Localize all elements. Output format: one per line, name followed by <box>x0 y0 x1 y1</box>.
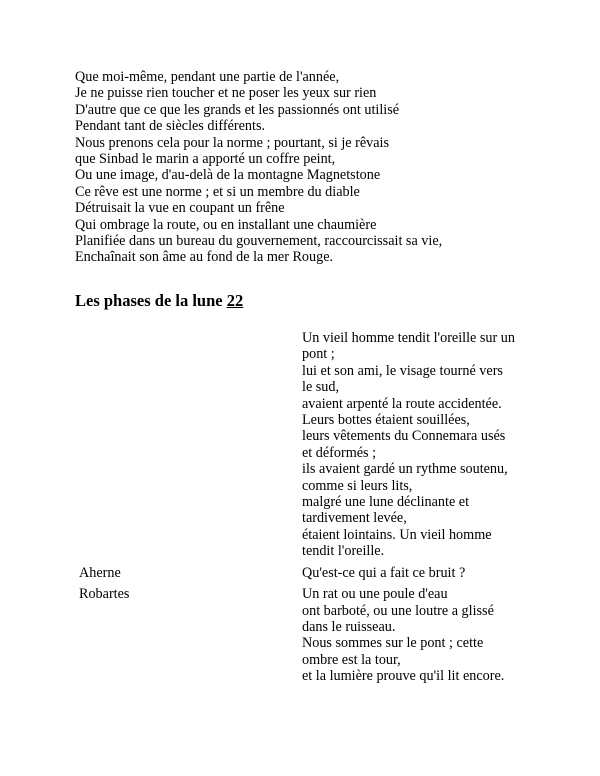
speech-line: ombre est la tour, <box>302 651 401 668</box>
dialogue-robartes <box>0 586 600 684</box>
speaker-aherne: Aherne <box>79 564 121 581</box>
poem-line: Pendant tant de siècles différents. <box>75 118 266 135</box>
speaker-robartes: Robartes <box>79 586 130 603</box>
speech-line: lui et son ami, le visage tourné vers <box>302 362 503 379</box>
speech-line: malgré une lune déclinante et <box>302 494 470 511</box>
poem-line: D'autre que ce que les grands et les passionnés ont utilisé <box>75 101 400 118</box>
speech-line: tardivement levée, <box>302 510 407 527</box>
poem-line: Ce rêve est une norme ; et si un membre du diable <box>75 183 360 200</box>
poem-line: Qui ombrage la route, ou en installant une chaumière <box>75 216 377 233</box>
speech-line: ont barboté, ou une loutre a glissé <box>302 602 494 619</box>
speech-line: le sud, <box>302 379 340 396</box>
speech-line: Un rat ou une poule d'eau <box>302 586 448 603</box>
dialogue-aherne <box>0 565 600 581</box>
poem-line: Enchaînait son âme au fond de la mer Rouge. <box>75 249 334 266</box>
speech-line: Leurs bottes étaient souillées, <box>302 412 470 429</box>
speech-line: et déformés ; <box>302 444 377 461</box>
speech-block <box>302 586 532 684</box>
speech-line: Un vieil homme tendit l'oreille sur un <box>302 330 515 346</box>
speech-line: Nous sommes sur le pont ; cette <box>302 635 484 652</box>
poem-line: Nous prenons cela pour la norme ; pourtant, si je rêvais <box>75 134 390 151</box>
poem-line: Ou une image, d'au-delà de la montagne Magnetstone <box>75 167 381 184</box>
dialogue-intro <box>0 330 600 560</box>
section-ref-link[interactable]: 22 <box>226 291 244 310</box>
dialogue <box>0 330 600 685</box>
speech-line: étaient lointains. Un vieil homme <box>302 526 492 543</box>
speech-line: pont ; <box>302 346 335 363</box>
speech-line: et la lumière prouve qu'il lit encore. <box>302 668 505 685</box>
speech-line: Qu'est-ce qui a fait ce bruit ? <box>302 564 466 581</box>
speech-line: leurs vêtements du Connemara usés <box>302 428 506 445</box>
speech-line: comme si leurs lits, <box>302 477 413 494</box>
poem-line: Détruisait la vue en coupant un frêne <box>75 200 285 217</box>
poem-line: Planifiée dans un bureau du gouvernement, raccourcissait sa vie, <box>75 233 443 250</box>
speech-block <box>302 330 532 560</box>
speech-line: dans le ruisseau. <box>302 618 396 635</box>
speech-line: ils avaient gardé un rythme soutenu, <box>302 461 508 478</box>
section-title: Les phases de la lune <box>75 291 223 310</box>
speech-line: tendit l'oreille. <box>302 543 385 560</box>
poem-line: Je ne puisse rien toucher et ne poser les yeux sur rien <box>75 85 377 102</box>
poem-line: que Sinbad le marin a apporté un coffre peint, <box>75 151 336 168</box>
speech-line: avaient arpenté la route accidentée. <box>302 395 502 412</box>
poem-excerpt <box>75 69 575 266</box>
section-heading <box>75 291 243 311</box>
speech-block <box>302 565 532 581</box>
poem-line: Que moi-même, pendant une partie de l'année, <box>75 69 340 85</box>
